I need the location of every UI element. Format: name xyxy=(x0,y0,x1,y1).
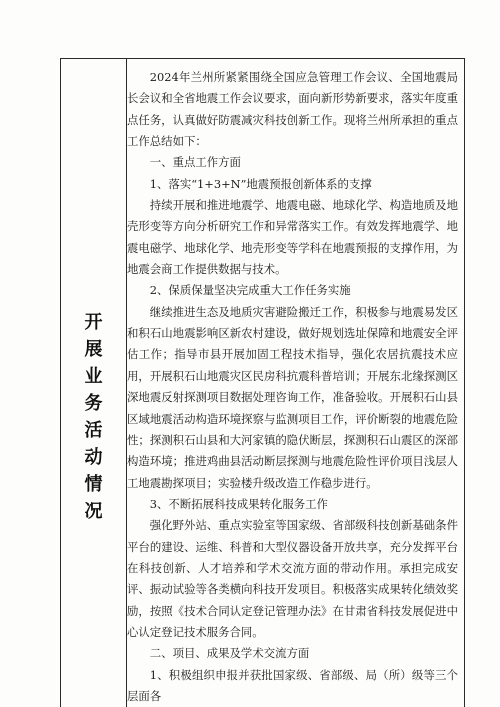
subheading-prediction-system: 1、落实“1+3+N”地震预报创新体系的支撑 xyxy=(149,176,372,191)
label-column xyxy=(61,59,127,707)
content-cell xyxy=(127,67,458,707)
body-paragraph-tech-transfer: 强化野外站、重点实验室等国家级、省部级科技创新基础条件平台的建设、运维、科普和大型仪器设备开放共享，充分发挥平台在科技创新、人才培养和学术交流方面的带动作用。承担完成安评、振动试验等各类横向科技开发项目。积极落实成果转化绩效奖励，按照《技术合同认定登记管理办法》在甘肃省科技发展促进中心认定登记技术服务合同。 xyxy=(127,518,458,639)
intro-paragraph: 2024年兰州所紧紧围绕全国应急管理工作会议、全国地震局长会议和全省地震工作会议要求，面向新形势新要求，落实年度重点任务，认真做好防震减灾科技创新工作。现将兰州所承担的重点工作总结如下： xyxy=(127,70,458,149)
section-heading-key-work: 一、重点工作方面 xyxy=(149,155,241,170)
form-table xyxy=(60,58,465,707)
body-paragraph-prediction: 持续开展和推进地震学、地震电磁、地球化学、构造地质及地壳形变等方向分析研究工作和异常落实工作。有效发挥地震学、地震电磁学、地球化学、地壳形变等学科在地震预报的支撑作用，为地震会商工作提供数据与技术。 xyxy=(127,198,458,277)
subheading-major-tasks: 2、保质保量坚决完成重大工作任务实施 xyxy=(149,283,351,298)
body-paragraph-projects: 1、积极组织申报并获批国家级、省部级、局（所）级等三个层面各 xyxy=(127,667,458,703)
body-paragraph-major-tasks: 继续推进生态及地质灾害避险搬迁工作，积极参与地震易发区和积石山地震影响区新农村建设，做好规划选址保障和地震安全评估工作；指导市县开展加固工程技术指导，强化农居抗震技术应用，开展积石山地震灾区民房科抗震科普培训；开展东北缘探测区深地震反射探测项目数据处理咨询工作，准备验收。开展积石山县区域地震活动构造环境探察与监测项目工作，评价断裂的地震危险性；探测积石山县和大河家镇的隐伏断层，探测积石山震区的深部构造环境；推进鸡曲县活动断层探测与地震危险性评价项目浅层人工地震勘探项目；实验楼升级改造工作稳步进行。 xyxy=(127,304,458,490)
subheading-tech-transfer: 3、不断拓展科技成果转化服务工作 xyxy=(149,496,328,511)
section-heading-projects: 二、项目、成果及学术交流方面 xyxy=(149,646,310,661)
section-label: 开 展 业 务 活 动 情 况 xyxy=(84,312,103,522)
